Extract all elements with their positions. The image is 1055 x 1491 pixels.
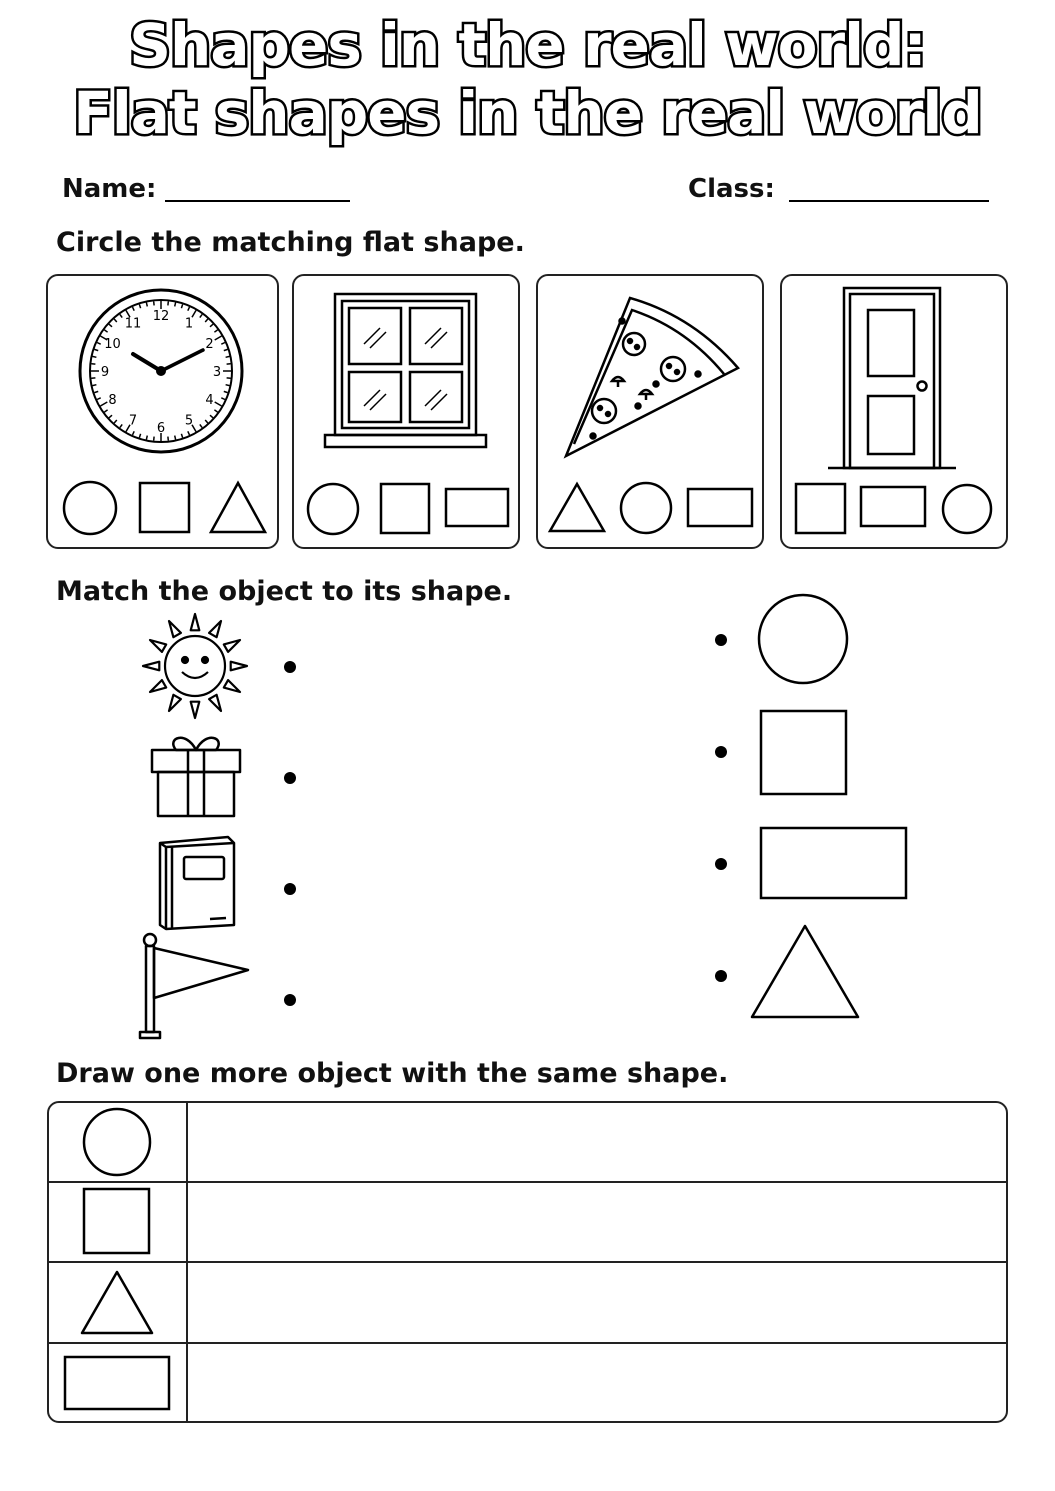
match-dot-right[interactable] [715, 970, 727, 982]
draw-area-triangle[interactable] [189, 1263, 1006, 1342]
match-shape-square [758, 708, 850, 798]
class-label: Class: [688, 174, 775, 204]
sun-ray [209, 621, 221, 637]
clock-icon [80, 290, 242, 452]
clock-tick [224, 349, 228, 350]
clock-tick [181, 304, 182, 308]
clock-tick [93, 385, 97, 386]
draw-area-square[interactable] [189, 1183, 1006, 1261]
card-door [780, 274, 1008, 549]
clock-tick [120, 314, 122, 317]
clock-tick [200, 314, 202, 317]
row-rectangle-icon [49, 1344, 186, 1423]
clock-tick [215, 402, 222, 406]
clock-number: 7 [128, 413, 138, 429]
draw-table [47, 1101, 1008, 1423]
gift-box-icon [148, 728, 244, 820]
match-shape-triangle [748, 922, 862, 1022]
clock-tick [133, 431, 135, 435]
match-instruction: Match the object to its shape. [56, 576, 513, 607]
clock-tick [226, 385, 230, 386]
clock-tick [139, 304, 140, 308]
clock-tick [175, 436, 176, 440]
option-rectangle[interactable] [861, 487, 925, 526]
option-circle[interactable] [943, 485, 991, 533]
match-shape-rectangle [758, 825, 910, 901]
clock-tick [133, 307, 135, 311]
clock-tick [175, 303, 176, 307]
sun-icon [138, 612, 252, 722]
match-dot-left[interactable] [284, 994, 296, 1006]
draw-area-circle[interactable] [189, 1103, 1006, 1181]
clock-tick [215, 336, 222, 340]
clock-tick [97, 343, 101, 345]
clock-tick [214, 330, 217, 332]
clock-tick [146, 303, 147, 307]
clock-number: 1 [184, 316, 194, 332]
clock-tick [109, 324, 112, 327]
option-circle[interactable] [308, 484, 358, 534]
clock-number: 5 [184, 413, 194, 429]
sun-ray [224, 680, 240, 692]
door-icon [828, 288, 956, 468]
class-field[interactable] [789, 200, 989, 202]
clock-tick [221, 343, 225, 345]
clock-tick [93, 356, 97, 357]
clock-tick [205, 319, 208, 322]
clock-tick [214, 410, 217, 412]
clock-number: 2 [205, 337, 214, 352]
clock-tick [94, 391, 98, 392]
option-triangle[interactable] [550, 484, 604, 531]
row-triangle-icon [49, 1263, 186, 1342]
sun-ray [143, 662, 159, 671]
row-circle-icon [49, 1103, 186, 1181]
clock-tick [181, 434, 182, 438]
name-field[interactable] [165, 200, 350, 202]
clock-tick [221, 398, 225, 400]
sun-ray [231, 662, 247, 671]
match-dot-right[interactable] [715, 634, 727, 646]
clock-number: 6 [156, 421, 166, 436]
clock-tick [188, 307, 190, 311]
worksheet-title-line2: Flat shapes in the real world [73, 79, 982, 147]
clock-tick [104, 330, 107, 332]
clock-tick [97, 398, 101, 400]
clock-tick [188, 431, 190, 435]
sun-ray [169, 621, 181, 637]
option-circle[interactable] [621, 483, 671, 533]
clock-number: 8 [108, 393, 117, 408]
option-square[interactable] [381, 484, 429, 533]
clock-tick [210, 324, 213, 327]
sun-ray [150, 680, 166, 692]
option-square[interactable] [140, 483, 189, 532]
option-circle[interactable] [64, 482, 116, 534]
match-dot-right[interactable] [715, 746, 727, 758]
match-dot-right[interactable] [715, 858, 727, 870]
draw-area-rectangle[interactable] [189, 1344, 1006, 1423]
clock-tick [210, 415, 213, 418]
clock-tick [109, 415, 112, 418]
clock-tick [104, 410, 107, 412]
clock-number: 3 [212, 365, 222, 380]
sun-ray [224, 640, 240, 652]
clock-number: 11 [124, 316, 142, 332]
flag-icon [134, 930, 256, 1042]
window-icon [325, 294, 486, 447]
sun-ray [169, 695, 181, 711]
clock-tick [94, 349, 98, 350]
clock-number: 12 [152, 309, 170, 324]
clock-tick [120, 424, 122, 427]
match-dot-left[interactable] [284, 772, 296, 784]
sun-ray [191, 702, 200, 718]
option-square[interactable] [796, 484, 845, 533]
clock-tick [139, 434, 140, 438]
draw-instruction: Draw one more object with the same shape. [56, 1058, 729, 1089]
sun-ray [150, 640, 166, 652]
clock-tick [224, 391, 228, 392]
card-clock [46, 274, 279, 549]
match-dot-left[interactable] [284, 661, 296, 673]
clock-number: 4 [205, 393, 214, 408]
option-rectangle[interactable] [446, 489, 508, 526]
row-square-icon [49, 1183, 186, 1261]
clock-number: 10 [104, 337, 121, 352]
sun-ray [209, 695, 221, 711]
clock-tick [114, 319, 117, 322]
worksheet-title-line1: Shapes in the real world: [129, 11, 926, 79]
clock-tick [100, 402, 107, 406]
book-icon [152, 833, 240, 933]
clock-tick [146, 436, 147, 440]
match-shape-circle [755, 592, 853, 688]
sun-ray [191, 614, 200, 630]
pizza-slice-icon [566, 298, 738, 456]
clock-tick [114, 420, 117, 423]
card-pizza [536, 274, 764, 549]
clock-number: 9 [100, 365, 110, 380]
circle-instruction: Circle the matching flat shape. [56, 227, 525, 258]
clock-tick [205, 420, 208, 423]
clock-tick [200, 424, 202, 427]
card-window [292, 274, 520, 549]
option-triangle[interactable] [211, 483, 265, 532]
option-rectangle[interactable] [688, 489, 752, 526]
clock-tick [226, 356, 230, 357]
match-dot-left[interactable] [284, 883, 296, 895]
name-label: Name: [62, 174, 157, 204]
